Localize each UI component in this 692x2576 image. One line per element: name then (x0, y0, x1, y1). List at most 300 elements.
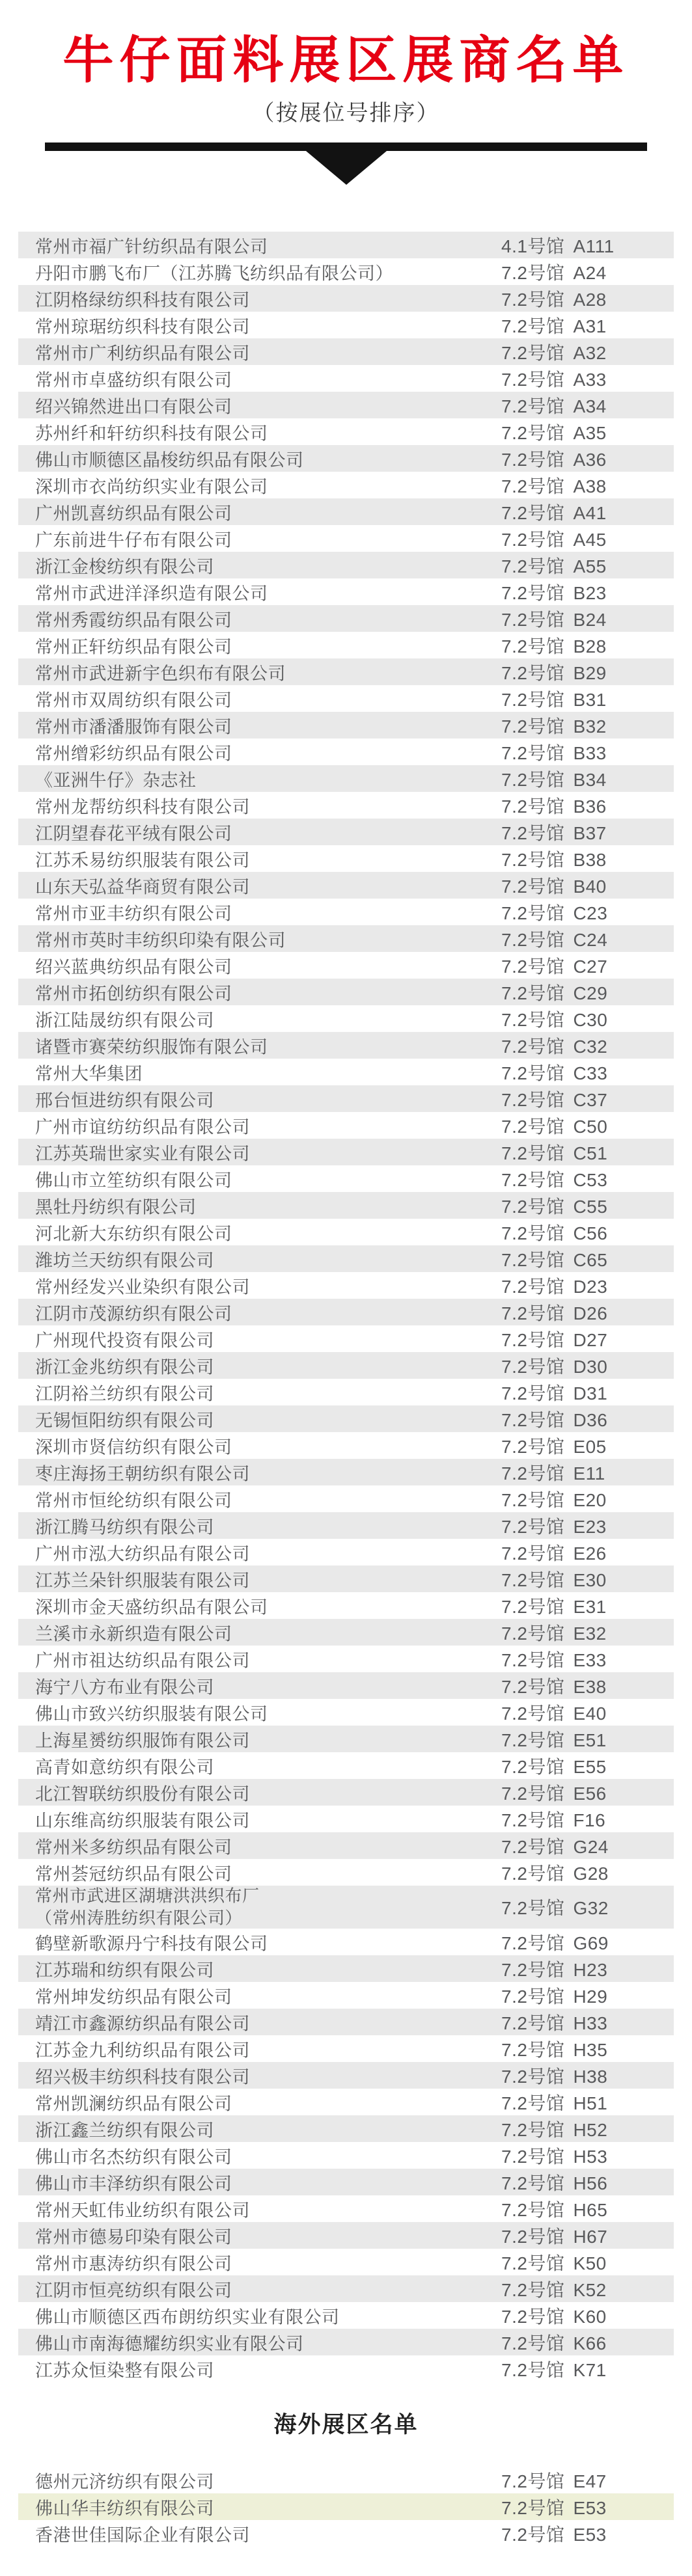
company-name-line1: 德州元济纺织有限公司 (35, 2472, 214, 2492)
company-name (35, 1780, 250, 1805)
company-name-line1: 常州市恒纶纺织有限公司 (35, 1491, 232, 1511)
company-name-line1: 佛山市立笙纺织有限公司 (35, 1171, 232, 1191)
exhibitor-row (18, 2520, 674, 2547)
exhibitor-row (18, 2035, 674, 2062)
exhibitor-row (18, 792, 674, 819)
company-name-line1: 江苏禾易纺织服装有限公司 (35, 850, 250, 871)
booth-code: C65 (573, 1249, 608, 1270)
company-name (35, 286, 250, 311)
hall-label: 7.2号馆 (501, 2306, 565, 2327)
booth-location (501, 1833, 609, 1859)
company-name (35, 232, 268, 258)
company-name (35, 2329, 304, 2355)
booth-code: C30 (573, 1009, 608, 1030)
booth-location (501, 2521, 607, 2547)
booth-location (501, 1860, 609, 1886)
exhibitor-row (18, 1139, 674, 1165)
booth-location (501, 1059, 607, 1085)
company-name-line1: 绍兴锦然进出口有限公司 (35, 397, 232, 417)
booth-code: K60 (573, 2306, 607, 2327)
company-name-line1: 江阴市茂源纺织有限公司 (35, 1304, 232, 1324)
exhibitor-row (18, 552, 674, 578)
page-title: 牛仔面料展区展商名单 (62, 31, 630, 88)
hall-label: 7.2号馆 (501, 983, 565, 1003)
booth-location (501, 1956, 607, 1982)
company-name-line1: 常州凯澜纺织品有限公司 (35, 2094, 232, 2114)
company-name (35, 1486, 232, 1512)
company-name (35, 1166, 232, 1191)
company-name (35, 1833, 232, 1858)
booth-code: B40 (573, 876, 607, 897)
exhibitor-row (18, 1405, 674, 1432)
hall-label: 7.2号馆 (501, 396, 565, 416)
booth-location (501, 606, 607, 632)
company-name (35, 1326, 214, 1351)
company-name (35, 312, 250, 338)
company-name (35, 2223, 232, 2248)
hall-label: 7.2号馆 (501, 1036, 565, 1057)
company-name (35, 1646, 250, 1672)
booth-location (501, 1193, 607, 1219)
company-name-line1: 诸暨市赛荣纺织服饰有限公司 (35, 1037, 268, 1057)
company-name-line1: 佛山市南海德耀纺织实业有限公司 (35, 2334, 304, 2354)
hall-label: 7.2号馆 (501, 1516, 565, 1537)
booth-location (501, 392, 607, 418)
hall-label: 7.2号馆 (501, 1836, 565, 1857)
company-name (35, 899, 232, 925)
exhibitor-row (18, 2302, 674, 2329)
booth-location (501, 1299, 607, 1325)
company-name-line1: 江苏金九利纺织品有限公司 (35, 2040, 250, 2061)
hall-label: 7.2号馆 (501, 1569, 565, 1590)
company-name-line1: 广州市祖达纺织品有限公司 (35, 1651, 250, 1671)
company-name-line1: 常州正轩纺织品有限公司 (35, 637, 232, 657)
exhibitor-row (18, 2089, 674, 2115)
hall-label: 7.2号馆 (501, 2146, 565, 2167)
hall-label: 7.2号馆 (501, 262, 565, 283)
company-name-line1: 兰溪市永新织造有限公司 (35, 1624, 232, 1644)
exhibitor-row (18, 1982, 674, 2009)
exhibitor-row (18, 1219, 674, 1245)
exhibitor-row (18, 2142, 674, 2169)
company-name-line1: 广州现代投资有限公司 (35, 1331, 214, 1351)
company-name-line1: 丹阳市鹏飞布厂（江苏腾飞纺织品有限公司） (35, 264, 393, 284)
company-name (35, 1406, 214, 1431)
exhibitor-row (18, 258, 674, 285)
booth-location (501, 1113, 607, 1139)
exhibitor-row (18, 2195, 674, 2222)
exhibitor-row (18, 578, 674, 605)
booth-location (501, 526, 607, 552)
hall-label: 7.2号馆 (501, 849, 565, 870)
company-name-line1: 常州米多纺织品有限公司 (35, 1837, 232, 1858)
booth-code: A32 (573, 342, 607, 363)
booth-location (501, 419, 607, 445)
company-name-line1: 深圳市衣尚纺织实业有限公司 (35, 477, 268, 497)
company-name (35, 2467, 214, 2493)
company-name (35, 1459, 250, 1485)
booth-location (501, 712, 607, 739)
company-name-line1: 常州市英时丰纺织印染有限公司 (35, 930, 286, 951)
hall-label: 7.2号馆 (501, 1143, 565, 1163)
company-name (35, 2169, 232, 2195)
booth-code: A24 (573, 262, 607, 283)
company-name (35, 1113, 250, 1138)
booth-location (501, 1326, 607, 1352)
exhibitor-row (18, 472, 674, 498)
company-name (35, 366, 232, 391)
company-name (35, 2249, 232, 2275)
company-name-line1: 苏州纤和轩纺织科技有限公司 (35, 424, 268, 444)
booth-location (501, 2467, 607, 2493)
company-name (35, 2009, 250, 2035)
company-name-line1: 黑牡丹纺织有限公司 (35, 1197, 197, 1217)
company-name (35, 1219, 232, 1245)
overseas-section-heading: 海外展区名单 (273, 2412, 419, 2438)
exhibitor-row (18, 232, 674, 258)
booth-code: H53 (573, 2146, 608, 2167)
company-name-line1: 常州市卓盛纺织有限公司 (35, 370, 232, 390)
hall-label: 7.2号馆 (501, 1783, 565, 1804)
company-name (35, 1860, 232, 1885)
booth-code: E51 (573, 1729, 607, 1750)
company-name (35, 1299, 232, 1325)
exhibitor-row (18, 979, 674, 1005)
booth-location (501, 1459, 605, 1485)
exhibitor-row (18, 312, 674, 338)
booth-location (501, 979, 607, 1005)
company-name-line1: 上海星赟纺织服饰有限公司 (35, 1731, 250, 1751)
company-name-line1: 常州市广利纺织品有限公司 (35, 344, 250, 364)
company-name (35, 339, 250, 364)
booth-code: B31 (573, 689, 607, 710)
exhibitor-row (18, 1085, 674, 1112)
hall-label: 7.2号馆 (501, 1703, 565, 1724)
hall-label: 7.2号馆 (501, 2199, 565, 2220)
company-name-line1: 广东前进牛仔布有限公司 (35, 530, 232, 550)
company-name-line1: 浙江腾马纺织有限公司 (35, 1517, 214, 1538)
exhibitor-row (18, 365, 674, 392)
company-name-line1: 海宁八方布业有限公司 (35, 1677, 214, 1698)
hall-label: 7.2号馆 (501, 716, 565, 737)
company-name (35, 392, 232, 418)
booth-location (501, 1700, 607, 1726)
company-name-line1: 佛山市丰泽纺织有限公司 (35, 2174, 232, 2194)
company-name (35, 1273, 250, 1298)
exhibitor-row (18, 1929, 674, 1955)
exhibitor-row (18, 925, 674, 952)
company-name (35, 793, 250, 818)
hall-label: 7.2号馆 (501, 1356, 565, 1377)
booth-code: C32 (573, 1036, 608, 1057)
company-name (35, 2521, 250, 2546)
exhibitor-row (18, 1005, 674, 1032)
booth-location (501, 899, 607, 925)
booth-code: C56 (573, 1223, 608, 1243)
company-name-line1: 常州龙帮纺织科技有限公司 (35, 797, 250, 817)
exhibitor-row (18, 1459, 674, 1485)
company-name (35, 1929, 268, 1955)
booth-code: H56 (573, 2173, 608, 2193)
exhibitor-row (18, 1272, 674, 1299)
company-name (35, 1513, 214, 1538)
booth-location (501, 953, 607, 979)
exhibitor-row (18, 952, 674, 979)
hall-label: 7.2号馆 (501, 636, 565, 657)
booth-location (501, 1139, 607, 1165)
booth-location (501, 1086, 607, 1112)
company-name-line1: 常州市武进新宇色织布有限公司 (35, 664, 286, 684)
exhibitor-row (18, 1619, 674, 1646)
company-name-line1: 北江智联纺织股份有限公司 (35, 1784, 250, 1804)
exhibitor-row (18, 2329, 674, 2355)
exhibitor-row (18, 2249, 674, 2275)
company-name (35, 2303, 340, 2328)
exhibitor-row (18, 1646, 674, 1672)
company-name (35, 1246, 214, 1271)
company-name-line1: 枣庄海扬王朝纺织有限公司 (35, 1464, 250, 1484)
hall-label: 7.2号馆 (501, 1276, 565, 1297)
booth-location (501, 472, 607, 498)
company-name (35, 2089, 232, 2115)
hall-label: 7.2号馆 (501, 1898, 565, 1919)
booth-location (501, 232, 615, 258)
company-name (35, 1620, 232, 1645)
booth-location (501, 1780, 607, 1806)
company-name-line1: 江苏兰朵针织服装有限公司 (35, 1571, 250, 1591)
booth-code: G69 (573, 1932, 609, 1953)
hall-label: 7.2号馆 (501, 929, 565, 950)
company-name-line1: 常州坤发纺织品有限公司 (35, 1987, 232, 2007)
hall-label: 7.2号馆 (501, 1543, 565, 1564)
company-name (35, 2143, 232, 2168)
exhibitor-row (18, 445, 674, 472)
booth-location (501, 659, 607, 685)
booth-location (501, 1929, 609, 1955)
company-name-line1: 高青如意纺织有限公司 (35, 1757, 214, 1778)
exhibitor-row (18, 525, 674, 552)
down-arrow-icon (306, 151, 387, 185)
booth-location (501, 1646, 607, 1672)
booth-location (501, 1219, 607, 1245)
company-name-line1: 浙江金兆纺织有限公司 (35, 1357, 214, 1377)
hall-label: 7.2号馆 (501, 1436, 565, 1457)
company-name-line1: 绍兴极丰纺织科技有限公司 (35, 2067, 250, 2087)
booth-code: H51 (573, 2093, 608, 2113)
booth-code: D30 (573, 1356, 608, 1377)
exhibitor-row (18, 605, 674, 632)
booth-location (501, 2116, 607, 2142)
hall-label: 7.2号馆 (501, 1169, 565, 1190)
booth-location (501, 2196, 607, 2222)
exhibitor-row (18, 685, 674, 712)
company-name-line1: 绍兴蓝典纺织品有限公司 (35, 957, 232, 977)
exhibitor-row (18, 765, 674, 792)
exhibitor-row (18, 1752, 674, 1779)
booth-code: A55 (573, 556, 607, 576)
booth-code: E05 (573, 1436, 607, 1457)
hall-label: 7.2号馆 (501, 2253, 565, 2273)
company-name (35, 1193, 197, 1218)
exhibitor-row (18, 2493, 674, 2520)
booth-location (501, 2303, 607, 2329)
hall-label: 7.2号馆 (501, 1196, 565, 1217)
hall-label: 7.2号馆 (501, 876, 565, 897)
company-name (35, 1673, 214, 1698)
hall-label: 7.2号馆 (501, 476, 565, 496)
exhibitor-row (18, 819, 674, 845)
company-name-line1: 广州市泓大纺织品有限公司 (35, 1544, 250, 1564)
company-name (35, 1379, 214, 1405)
company-name-line1: 鹤壁新歌源丹宁科技有限公司 (35, 1934, 268, 1954)
booth-code: G24 (573, 1836, 609, 1857)
booth-location (501, 2143, 607, 2169)
company-name-line1: 佛山市顺德区西布朗纺织实业有限公司 (35, 2307, 340, 2327)
booth-location (501, 873, 607, 899)
hall-label: 7.2号馆 (501, 956, 565, 977)
booth-location (501, 2036, 607, 2062)
booth-code: A111 (573, 236, 615, 256)
booth-location (501, 632, 607, 658)
booth-location (501, 1753, 607, 1779)
hall-label: 7.2号馆 (501, 1863, 565, 1884)
company-name (35, 953, 232, 978)
booth-location (501, 1246, 607, 1272)
company-name (35, 552, 214, 578)
company-name (35, 1059, 143, 1085)
booth-code: B34 (573, 769, 607, 790)
hall-label: 7.2号馆 (501, 1489, 565, 1510)
booth-code: C37 (573, 1089, 608, 1110)
exhibitor-row (18, 1299, 674, 1325)
hall-label: 7.2号馆 (501, 289, 565, 310)
company-name-line1: 无锡恒阳纺织有限公司 (35, 1411, 214, 1431)
hall-label: 7.2号馆 (501, 422, 565, 443)
company-name (35, 1726, 250, 1752)
booth-code: A41 (573, 502, 607, 523)
booth-code: E26 (573, 1543, 607, 1564)
company-name (35, 499, 232, 524)
hall-label: 4.1号馆 (501, 236, 565, 256)
exhibitor-row (18, 392, 674, 418)
company-name (35, 1539, 250, 1565)
hall-label: 7.2号馆 (501, 1303, 565, 1323)
company-name-line1: 常州市武进区湖塘洪洪织布厂 (35, 1886, 260, 1906)
booth-code: B36 (573, 796, 607, 817)
exhibitor-row (18, 2169, 674, 2195)
hall-label: 7.2号馆 (501, 2173, 565, 2193)
hall-label: 7.2号馆 (501, 2279, 565, 2300)
company-name (35, 2063, 250, 2088)
booth-location (501, 499, 607, 525)
booth-location (501, 1894, 609, 1920)
exhibitor-row (18, 1672, 674, 1699)
hall-label: 7.2号馆 (501, 2013, 565, 2033)
exhibitor-row (18, 712, 674, 739)
hall-label: 7.2号馆 (501, 2359, 565, 2380)
booth-location (501, 286, 607, 312)
company-name-line1: 佛山市名杰纺织有限公司 (35, 2147, 232, 2167)
booth-location (501, 1620, 607, 1646)
hall-label: 7.2号馆 (501, 316, 565, 336)
booth-location (501, 2169, 607, 2195)
booth-location (501, 339, 607, 365)
hall-label: 7.2号馆 (501, 529, 565, 550)
booth-code: B37 (573, 822, 607, 843)
booth-code: K66 (573, 2333, 607, 2353)
booth-code: C29 (573, 983, 608, 1003)
exhibitor-row (18, 2115, 674, 2142)
hall-label: 7.2号馆 (501, 1756, 565, 1777)
booth-location (501, 1726, 607, 1752)
hall-label: 7.2号馆 (501, 449, 565, 470)
company-name (35, 2036, 250, 2061)
hall-label: 7.2号馆 (501, 2471, 565, 2491)
booth-code: H29 (573, 1986, 608, 2007)
exhibitor-row (18, 1566, 674, 1592)
company-name-line1: 江阴市恒亮纺织有限公司 (35, 2281, 232, 2301)
booth-code: A34 (573, 396, 607, 416)
company-name (35, 1566, 250, 1592)
booth-location (501, 793, 607, 819)
booth-location (501, 2356, 607, 2382)
booth-code: C33 (573, 1063, 608, 1083)
company-name-line1: 江阴望春花平绒有限公司 (35, 824, 232, 844)
booth-code: B32 (573, 716, 607, 737)
company-name-line1: 常州秀霞纺织品有限公司 (35, 610, 232, 630)
booth-location (501, 2329, 607, 2355)
booth-location (501, 1273, 607, 1299)
exhibitor-row (18, 1955, 674, 1982)
exhibitor-row (18, 1245, 674, 1272)
exhibitor-row (18, 1512, 674, 1539)
exhibitor-row (18, 1112, 674, 1139)
company-name-line1: 常州市惠涛纺织有限公司 (35, 2254, 232, 2274)
booth-location (501, 259, 607, 285)
company-name (35, 873, 250, 898)
booth-location (501, 766, 607, 792)
booth-location (501, 1513, 607, 1539)
booth-code: A45 (573, 529, 607, 550)
exhibitor-row (18, 1485, 674, 1512)
booth-code: D23 (573, 1276, 608, 1297)
exhibitor-row (18, 2355, 674, 2382)
booth-code: D31 (573, 1383, 608, 1403)
company-name (35, 819, 232, 845)
hall-label: 7.2号馆 (501, 2119, 565, 2140)
booth-location (501, 2494, 607, 2520)
exhibitor-list (18, 232, 674, 2382)
booth-location (501, 1983, 607, 2009)
booth-code: E23 (573, 1516, 607, 1537)
booth-code: C53 (573, 1169, 608, 1190)
exhibitor-row (18, 899, 674, 925)
exhibitor-row (18, 1539, 674, 1566)
company-name-line1: 潍坊兰天纺织有限公司 (35, 1251, 214, 1271)
company-name (35, 446, 304, 471)
company-name-line1: 江苏瑞和纺织有限公司 (35, 1960, 214, 1981)
hall-label: 7.2号馆 (501, 2333, 565, 2353)
company-name-line1: 佛山华丰纺织有限公司 (35, 2499, 214, 2519)
exhibitor-row (18, 1032, 674, 1059)
booth-location (501, 1353, 607, 1379)
hall-label: 7.2号馆 (501, 1089, 565, 1110)
company-name (35, 1353, 214, 1378)
booth-code: E53 (573, 2524, 607, 2545)
exhibitor-row (18, 1432, 674, 1459)
company-name (35, 659, 286, 685)
hall-label: 7.2号馆 (501, 796, 565, 817)
